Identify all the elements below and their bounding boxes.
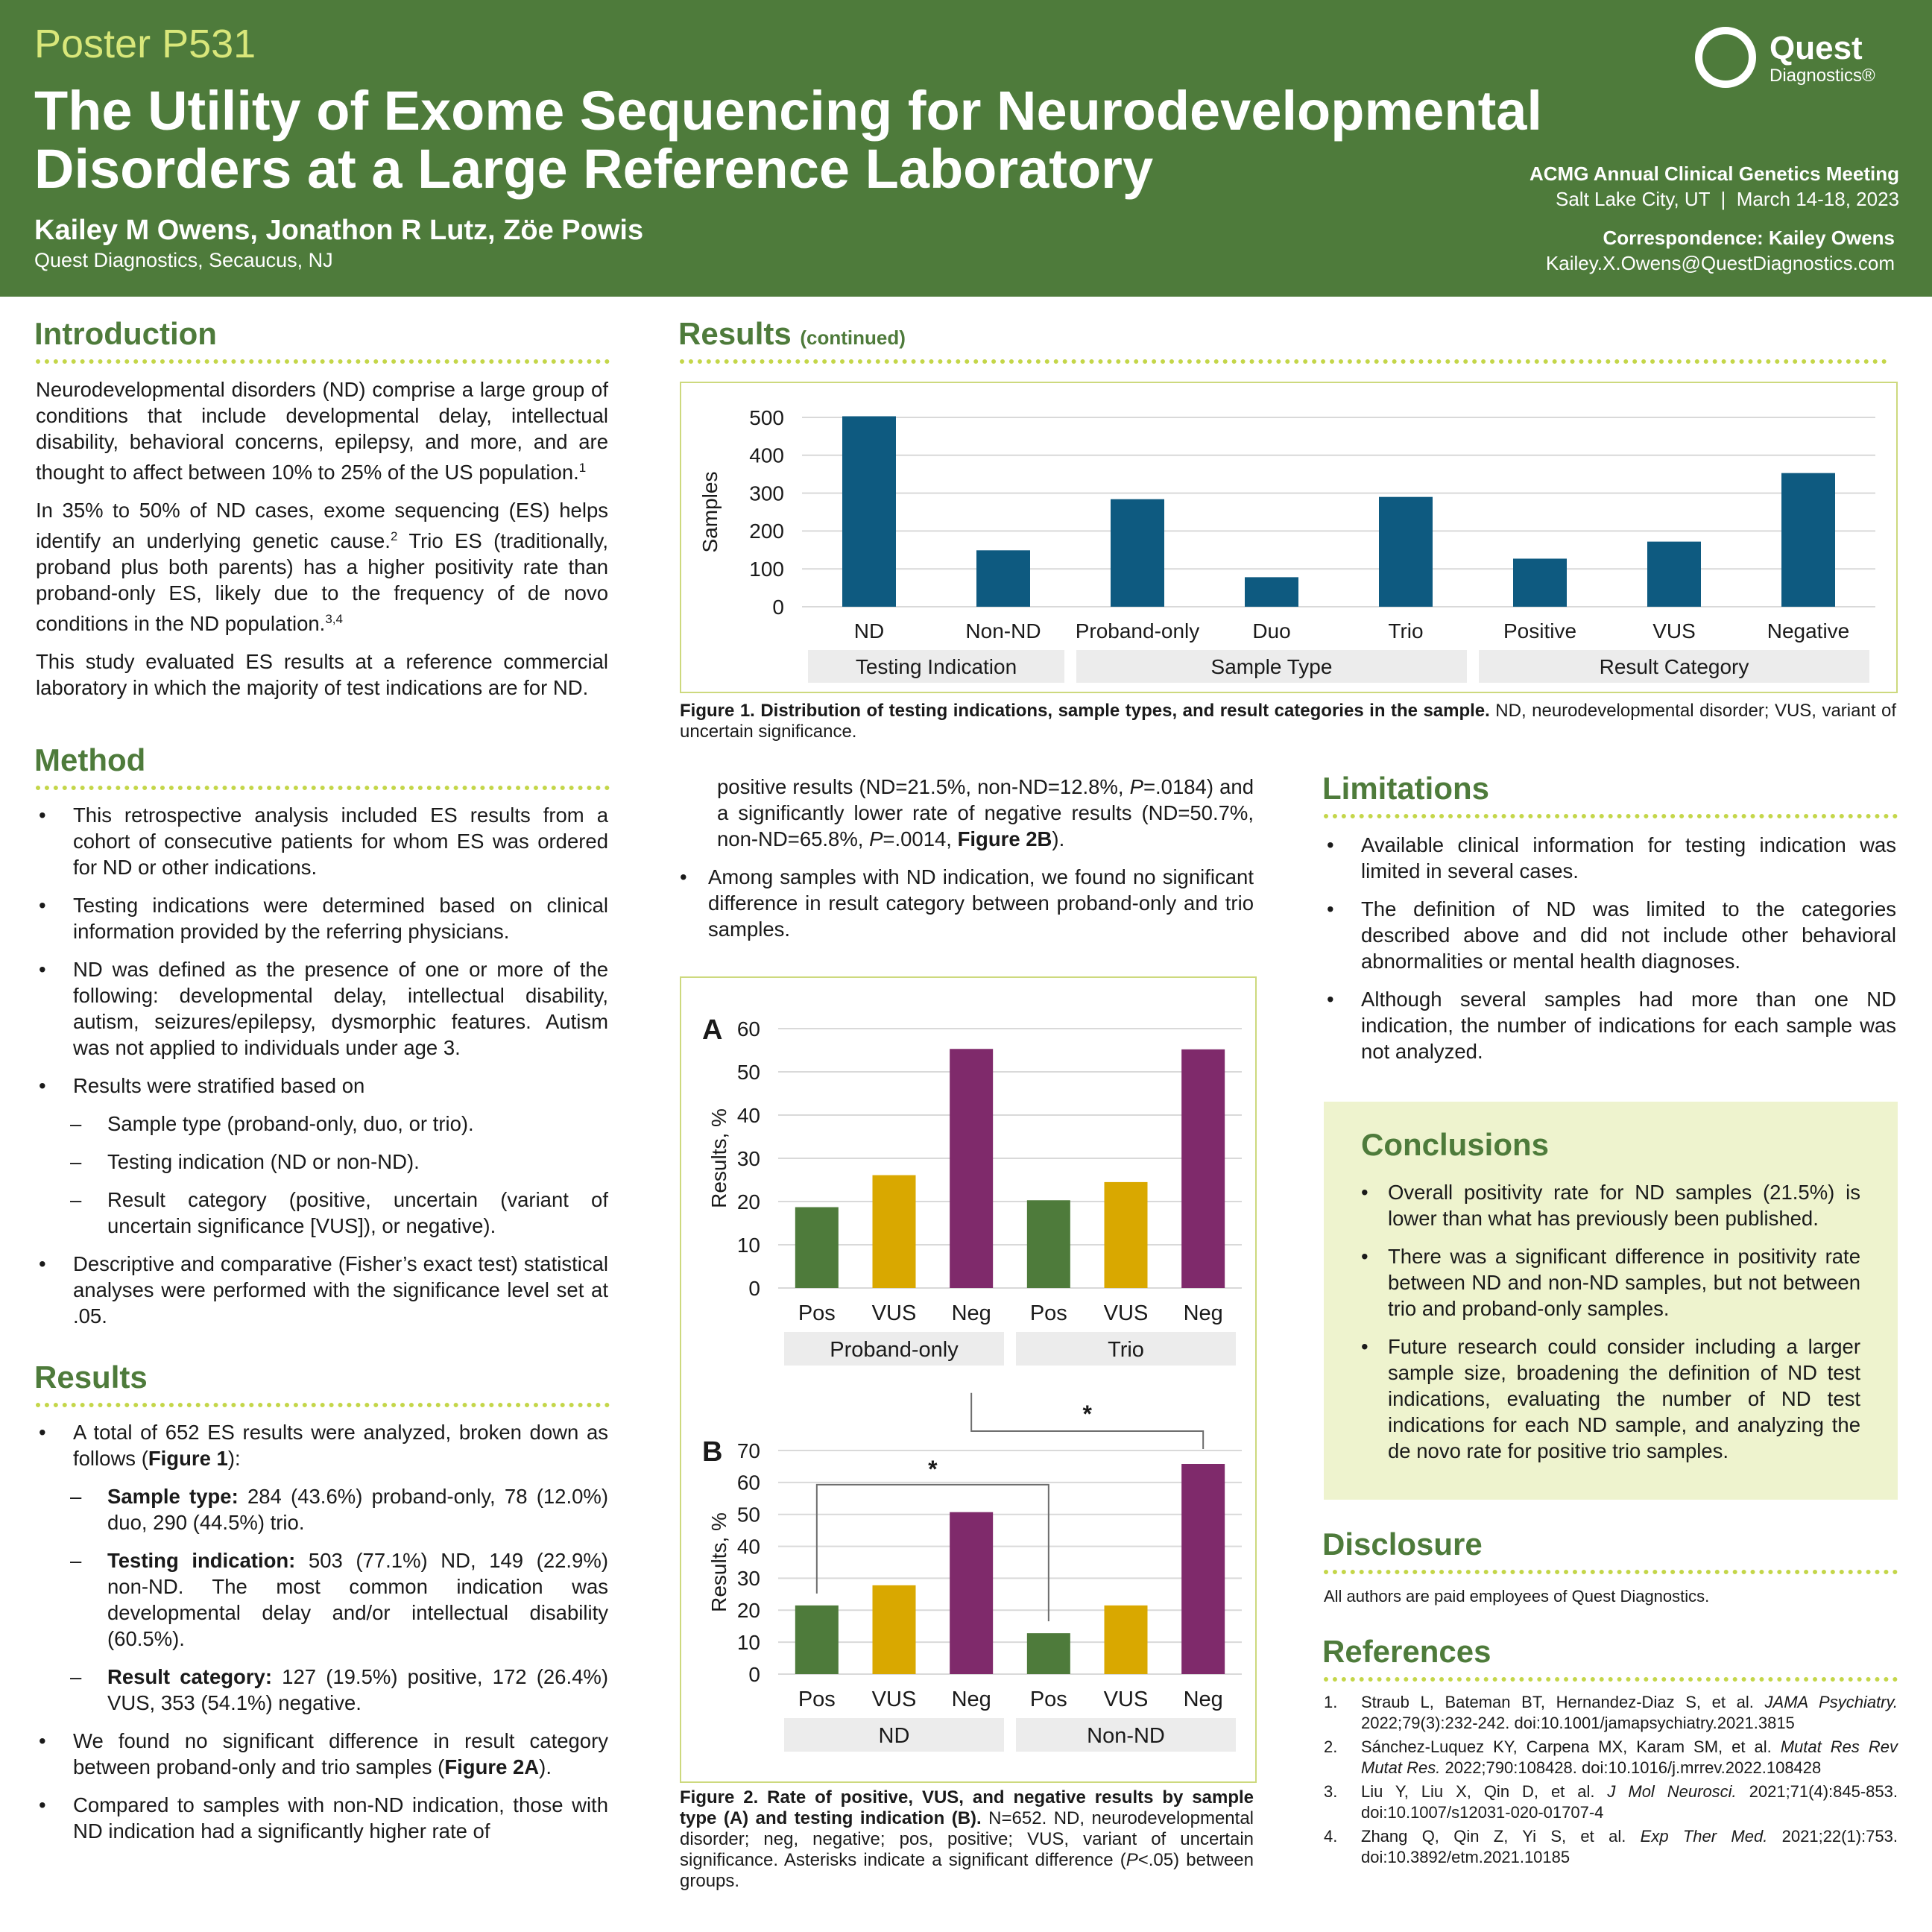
poster-id: Poster P531 [34,22,256,66]
results-subbullet: – Sample type: 284 (43.6%) proband-only, 78 (12.0%) duo, 290 (44.5%) trio. [36,1483,608,1535]
method-heading: Method [34,742,146,777]
results-heading: Results [34,1360,148,1395]
group-label: Non-ND [1087,1723,1165,1748]
bar [950,1512,993,1674]
divider [36,786,610,790]
disclosure-heading: Disclosure [1322,1527,1483,1562]
y-tick-label: 0 [748,1662,760,1686]
divider [1324,1570,1898,1574]
bar [1245,577,1298,607]
figure2a-chart [681,993,1255,1373]
x-tick-label: Neg [1183,1301,1223,1325]
correspondence-name: Correspondence: Kailey Owens [1603,227,1895,249]
panel-label: B [702,1436,723,1468]
figure1-chart [681,383,1896,692]
x-tick-label: Duo [1252,619,1291,643]
y-tick-label: 60 [736,1017,760,1041]
y-tick-label: 200 [749,520,784,543]
y-axis-label: Samples [698,471,722,553]
correspondence-email[interactable]: Kailey.X.Owens@QuestDiagnostics.com [1545,252,1895,274]
poster-header [0,0,1932,297]
figure2-caption: Figure 2. Rate of positive, VUS, and negative results by sample type (A) and testing indication (B). N=652. ND, neurodevelopmental disorder; neg, negative; pos, positive; VUS, variant of uncertain significance. Asterisks indicate a significant difference (P<.05) between groups. [680,1787,1254,1891]
figure1-box [680,382,1898,693]
x-tick-label: Neg [951,1688,991,1711]
y-tick-label: 100 [749,558,784,581]
y-axis-label: Results, % [707,1108,730,1208]
bar [1027,1200,1070,1288]
y-tick-label: 40 [736,1535,760,1559]
method-bullet: • Testing indications were determined based on clinical information provided by the referring physicians. [36,892,608,944]
y-tick-label: 0 [772,595,784,619]
intro-paragraph: In 35% to 50% of ND cases, exome sequencing (ES) helps identify an underlying genetic cause.$^2$ Trio ES (traditionally, proband plus both parents) has a higher positivity rate than proband-only ES, likely due to the frequency of de novo conditions in the ND population.$^{3,4}$ [36,499,608,636]
references-list [1324,1692,1898,1871]
poster-title: The Utility of Exome Sequencing for Neurodevelopmental Disorders at a Large Reference Laboratory [34,80,1542,200]
x-tick-label: VUS [1652,619,1696,643]
bar [976,550,1030,607]
bar [1111,499,1164,607]
results-continued-heading: Results (continued) [678,316,906,351]
results-continued-text: positive results (ND=21.5%, non-ND=12.8%, P=.0184) and a significantly lower rate of negative results (ND=50.7%, non-ND=65.8%, P=.0014, Figure 2B). [717,775,1254,850]
y-tick-label: 30 [736,1146,760,1170]
results-continued-body [680,774,1254,954]
y-tick-label: 0 [748,1276,760,1300]
bar [1181,1464,1225,1674]
results-subbullet: – Testing indication: 503 (77.1%) ND, 149 (22.9%) non-ND. The most common indication was developmental delay and/or intellectual disability (60.5%). [36,1547,608,1652]
y-tick-label: 20 [736,1190,760,1213]
y-tick-label: 400 [749,443,784,467]
bar [795,1208,839,1288]
group-label: Result Category [1599,655,1749,679]
figure2b-chart [681,1376,1255,1771]
group-label: Trio [1108,1337,1144,1362]
x-tick-label: VUS [1103,1301,1149,1325]
quest-logo-icon [1695,27,1756,88]
bar [950,1049,993,1288]
x-tick-label: Pos [798,1688,836,1711]
y-tick-label: 500 [749,405,784,429]
results-bullet: • A total of 652 ES results were analyzed, broken down as follows (Figure 1): [36,1419,608,1471]
logo-subtitle: Diagnostics® [1770,66,1875,86]
intro-paragraph: This study evaluated ES results at a reference commercial laboratory in which the majority of test indications are for ND. [36,650,608,700]
authors: Kailey M Owens, Jonathon R Lutz, Zöe Powis [34,215,644,246]
group-label: Proband-only [830,1337,959,1362]
conclusions-box [1324,1102,1898,1500]
conclusions-body [1361,1179,1860,1476]
method-subbullet: – Sample type (proband-only, duo, or trio). [36,1111,608,1137]
figure1-caption: Figure 1. Distribution of testing indications, sample types, and result categories in the sample. ND, neurodevelopmental disorder; VUS, variant of uncertain significance. [680,701,1896,742]
x-tick-label: Neg [1183,1688,1223,1711]
bar [1513,558,1567,607]
x-tick-label: VUS [1103,1688,1149,1711]
divider [1324,1677,1898,1682]
x-tick-label: Negative [1767,619,1850,643]
intro-paragraph: Neurodevelopmental disorders (ND) comprise a large group of conditions that include developmental delay, intellectual disability, behavioral concerns, epilepsy, and more, and are thought to affect between 10% to 25% of the US population.$^1$ [36,378,608,484]
correspondence [1546,225,1895,276]
meeting-place: Salt Lake City, UT | March 14-18, 2023 [1555,188,1899,210]
reference-item: 2. Sánchez-Luquez KY, Carpena MX, Karam SM, et al. Mutat Res Rev Mutat Res. 2022;790:108428. doi:10.1016/j.mrrev.2022.108428 [1324,1737,1898,1777]
disclosure-text: All authors are paid employees of Quest Diagnostics. [1324,1587,1710,1606]
quest-logo [1695,27,1896,94]
group-label: Testing Indication [855,655,1017,679]
introduction-heading: Introduction [34,316,217,351]
x-tick-label: Pos [1029,1301,1067,1325]
limitations-heading: Limitations [1322,771,1490,806]
method-subbullet: – Testing indication (ND or non-ND). [36,1149,608,1175]
y-tick-label: 50 [736,1503,760,1527]
results-body [36,1419,608,1856]
method-bullet: • Descriptive and comparative (Fisher’s exact test) statistical analyses were performed with the significance level set at .05. [36,1251,608,1329]
conclusions-bullet: • Future research could consider including a larger sample size, broadening the definition of ND test indications, evaluating the number of ND test indications for each ND sample, and analyzing the de novo rate for positive trio samples. [1361,1333,1860,1464]
conclusions-heading: Conclusions [1361,1127,1550,1162]
introduction-body [36,376,608,713]
limitations-bullet: • Available clinical information for testing indication was limited in several cases. [1324,832,1896,884]
method-bullet: • Results were stratified based on [36,1073,608,1099]
conclusions-bullet: • There was a significant difference in positivity rate between ND and non-ND samples, but not between trio and proband-only samples. [1361,1243,1860,1322]
figure2-box [680,976,1257,1783]
reference-item: 4. Zhang Q, Qin Z, Yi S, et al. Exp Ther Med. 2021;22(1):753. doi:10.3892/etm.2021.10185 [1324,1827,1898,1866]
x-tick-label: Trio [1388,619,1424,643]
significance-mark: * [928,1455,938,1483]
results-subbullet: – Result category: 127 (19.5%) positive, 172 (26.4%) VUS, 353 (54.1%) negative. [36,1664,608,1716]
limitations-bullet: • The definition of ND was limited to the categories described above and did not include other behavioral abnormalities or mental health diagnoses. [1324,896,1896,974]
y-tick-label: 300 [749,482,784,505]
bar [1181,1049,1225,1288]
references-heading: References [1322,1634,1491,1669]
bar [1781,473,1835,607]
limitations-body [1324,832,1896,1076]
divider [36,359,610,364]
affiliation: Quest Diagnostics, Secaucus, NJ [34,249,333,271]
results-bullet: • Compared to samples with non-ND indication, those with ND indication had a significantly higher rate of [36,1792,608,1844]
limitations-bullet: • Although several samples had more than one ND indication, the number of indications for each sample was not analyzed. [1324,986,1896,1064]
x-tick-label: Positive [1503,619,1577,643]
meeting-info [1530,161,1899,212]
x-tick-label: VUS [871,1301,917,1325]
y-tick-label: 60 [736,1471,760,1494]
bar [873,1585,916,1674]
x-tick-label: VUS [871,1688,917,1711]
x-tick-label: Pos [1029,1688,1067,1711]
bar [1647,542,1701,607]
y-tick-label: 30 [736,1567,760,1591]
logo-name: Quest [1770,30,1863,66]
y-tick-label: 40 [736,1103,760,1127]
bar [1105,1606,1148,1674]
bar [795,1606,839,1674]
meeting-name: ACMG Annual Clinical Genetics Meeting [1530,162,1899,185]
conclusions-bullet: • Overall positivity rate for ND samples (21.5%) is lower than what has previously been published. [1361,1179,1860,1231]
x-tick-label: Proband-only [1075,619,1200,643]
y-tick-label: 10 [736,1233,760,1257]
x-tick-label: Neg [951,1301,991,1325]
bar [1105,1182,1148,1288]
method-bullet: • This retrospective analysis included ES results from a cohort of consecutive patients for whom ES was ordered for ND or other indications. [36,802,608,880]
y-tick-label: 20 [736,1599,760,1623]
method-bullet: • ND was defined as the presence of one or more of the following: developmental delay, intellectual disability, autism, seizures/epilepsy, dysmorphic features. Autism was not applied to individuals under age 3. [36,956,608,1061]
bar [842,416,896,607]
method-body [36,802,608,1341]
group-label: ND [878,1723,910,1748]
divider [36,1403,610,1407]
x-tick-label: Pos [798,1301,836,1325]
significance-bracket [817,1485,1049,1621]
reference-item: 1. Straub L, Bateman BT, Hernandez-Diaz S, et al. JAMA Psychiatry. 2022;79(3):232-242. doi:10.1001/jamapsychiatry.2021.3815 [1324,1693,1898,1732]
y-axis-label: Results, % [707,1512,730,1612]
group-label: Sample Type [1210,655,1333,679]
y-tick-label: 70 [736,1439,760,1462]
bar [1379,497,1433,607]
panel-label: A [702,1014,723,1046]
reference-item: 3. Liu Y, Liu X, Qin D, et al. J Mol Neurosci. 2021;71(4):845-853. doi:10.1007/s12031-020-01707-4 [1324,1782,1898,1822]
x-tick-label: Non-ND [965,619,1041,643]
bar [873,1175,916,1288]
divider [680,359,1887,364]
x-tick-label: ND [853,619,885,643]
results-continued-bullet: • Among samples with ND indication, we found no significant difference in result category between proband-only and trio samples. [680,864,1254,942]
significance-mark: * [1082,1401,1092,1427]
y-tick-label: 10 [736,1630,760,1654]
divider [1324,814,1898,818]
method-subbullet: – Result category (positive, uncertain (variant of uncertain significance [VUS]), or negative). [36,1187,608,1239]
bar [1027,1633,1070,1674]
results-bullet: • We found no significant difference in result category between proband-only and trio samples (Figure 2A). [36,1728,608,1780]
y-tick-label: 50 [736,1060,760,1084]
